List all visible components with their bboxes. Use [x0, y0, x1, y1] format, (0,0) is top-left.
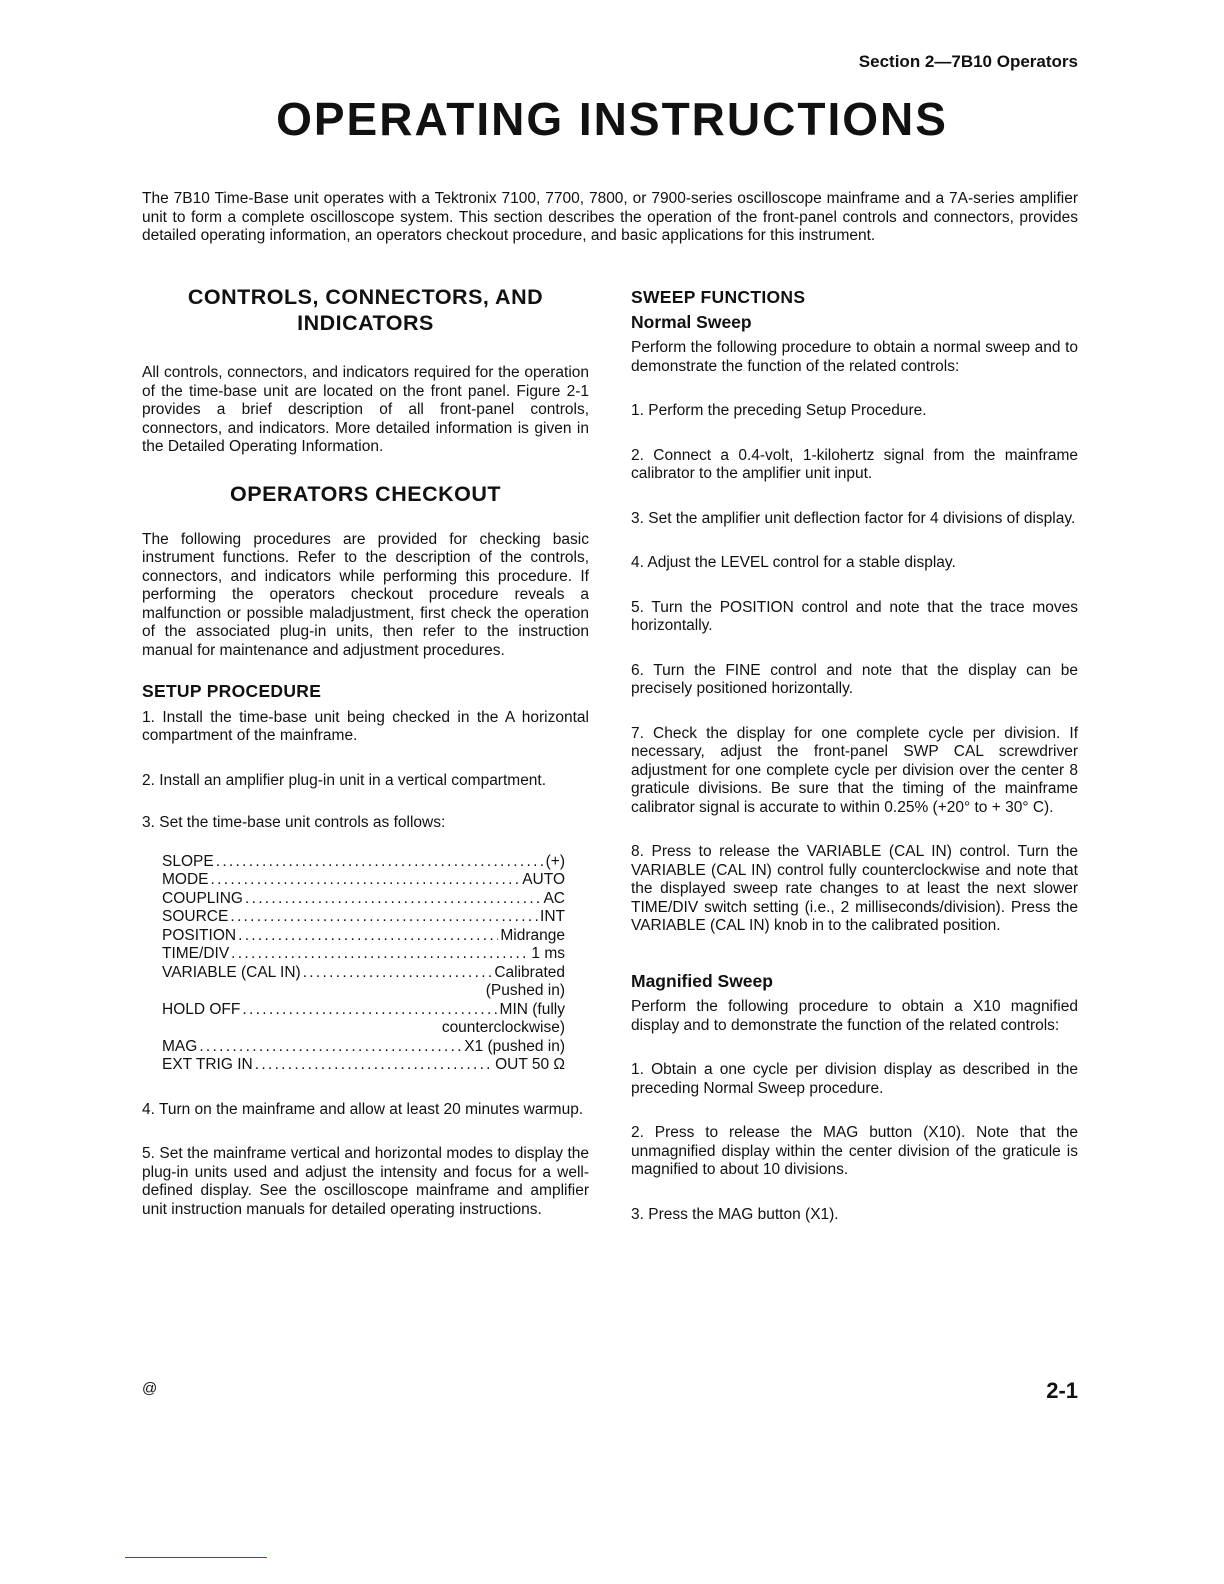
setting-value: MIN (fully [499, 1000, 565, 1018]
leader-dots [242, 1001, 497, 1020]
normal-sweep-intro: Perform the following procedure to obtain a normal sweep and to demonstrate the function of the related controls: [631, 339, 1078, 375]
setting-label: MODE [162, 871, 209, 888]
setting-row [162, 890, 565, 909]
setting-row [162, 927, 565, 946]
normal-step-7: 7. Check the display for one complete cycle per division. If necessary, adjust the front-panel SWP CAL screwdriver adjustment for one complete cycle per division over the center 8 graticule divisions. Be sure that the timing of the mainframe calibrator signal is accurate to within 0.25% (+20° to + 30° C). [631, 724, 1078, 816]
setting-row [162, 1056, 565, 1075]
setting-label: HOLD OFF [162, 1000, 241, 1018]
setting-label: POSITION [162, 926, 237, 944]
setup-step-4: 4. Turn on the mainframe and allow at least 20 minutes warmup. [142, 1100, 584, 1118]
setting-value: (+) [545, 852, 565, 870]
setting-row [162, 945, 565, 964]
controls-paragraph: All controls, connectors, and indicators required for the operation of the time-base unit are located on the front panel. Figure 2-1 provides a brief description of all front-panel controls, connectors, and indicators. More detailed information is given in the Detailed Operating Information. [142, 364, 589, 455]
controls-heading: CONTROLS, CONNECTORS, AND INDICATORS [187, 285, 544, 335]
magnified-sweep-heading: Magnified Sweep [631, 970, 773, 991]
normal-step-4: 4. Adjust the LEVEL control for a stable display. [631, 554, 956, 571]
normal-step-8: 8. Press to release the VARIABLE (CAL IN) control. Turn the VARIABLE (CAL IN) control fully counterclockwise and note that the displayed sweep rate changes to at least the next slower TIME/DIV switch setting (i.e., 2 milliseconds/division). Press the VARIABLE (CAL IN) knob in to the calibrated position. [631, 843, 1078, 934]
setting-value: Midrange [500, 926, 565, 944]
setting-label: MAG [162, 1037, 198, 1055]
page-title: OPERATING INSTRUCTIONS [276, 93, 948, 145]
leader-dots [238, 927, 498, 946]
control-settings-list [162, 853, 565, 1075]
right-column [631, 284, 1078, 1224]
setup-step-5: 5. Set the mainframe vertical and horizontal modes to display the plug-in units used and adjust the intensity and focus for a well-defined display. See the oscilloscope mainframe and amplifier unit instruction manuals for detailed operating instructions. [142, 1145, 589, 1218]
normal-step-3: 3. Set the amplifier unit deflection factor for 4 divisions of display. [631, 509, 1076, 527]
magnified-sweep-intro: Perform the following procedure to obtain a X10 magnified display and to demonstrate the function of the related controls: [631, 998, 1078, 1034]
setup-heading: SETUP PROCEDURE [142, 681, 322, 701]
setting-label: SOURCE [162, 908, 229, 925]
setting-value: AUTO [522, 871, 565, 888]
bottom-underline [125, 1557, 267, 1558]
setting-value: X1 (pushed in) [464, 1037, 565, 1055]
mag-step-1: 1. Obtain a one cycle per division display as described in the preceding Normal Sweep procedure. [631, 1061, 1078, 1097]
mag-step-2: 2. Press to release the MAG button (X10). Note that the unmagnified display within the center division of the graticule is magnified to about 10 divisions. [631, 1124, 1078, 1178]
setting-row [162, 871, 565, 890]
setting-value: AC [543, 889, 565, 907]
setting-label: EXT TRIG IN [162, 1056, 253, 1073]
setting-label: SLOPE [162, 852, 214, 870]
section-header: Section 2—7B10 Operators [858, 52, 1078, 71]
setting-row [162, 853, 565, 872]
leader-dots [230, 908, 538, 927]
setting-value: OUT 50 Ω [495, 1056, 565, 1073]
setting-value: Calibrated [494, 963, 565, 981]
leader-dots [231, 945, 529, 964]
setting-value-continued: (Pushed in) [485, 982, 565, 999]
mag-step-3: 3. Press the MAG button (X1). [631, 1205, 839, 1223]
normal-step-2: 2. Connect a 0.4-volt, 1-kilohertz signal from the mainframe calibrator to the amplifier unit input. [631, 446, 1078, 482]
setting-row [162, 1001, 565, 1020]
setting-value: 1 ms [531, 945, 565, 962]
setting-label: TIME/DIV [162, 945, 230, 962]
setting-row [162, 964, 565, 983]
leader-dots [255, 1056, 493, 1075]
setting-label: VARIABLE (CAL IN) [162, 963, 301, 981]
checkout-heading: OPERATORS CHECKOUT [230, 481, 501, 506]
setting-label: COUPLING [162, 889, 243, 907]
setting-row [162, 908, 565, 927]
leader-dots [303, 964, 493, 983]
leader-dots [199, 1038, 462, 1057]
footer-mark: @ [142, 1380, 158, 1397]
intro-paragraph: The 7B10 Time-Base unit operates with a Tektronix 7100, 7700, 7800, or 7900-series oscilloscope mainframe and a 7A-series amplifier unit to form a complete oscilloscope system. This section describes the operation of the front-panel controls and connectors, provides detailed operating information, an operators checkout procedure, and basic applications for this instrument. [142, 190, 1078, 244]
setting-value-continued: counterclockwise) [441, 1019, 565, 1036]
leader-dots [245, 890, 541, 909]
setting-value: INT [540, 908, 565, 925]
setup-step-3: 3. Set the time-base unit controls as follows: [142, 814, 446, 831]
setting-row [162, 1038, 565, 1057]
normal-sweep-heading: Normal Sweep [631, 311, 752, 332]
setup-step-1: 1. Install the time-base unit being checked in the A horizontal compartment of the mainframe. [142, 708, 589, 744]
checkout-paragraph: The following procedures are provided for checking basic instrument functions. Refer to the description of the controls, connectors, and indicators while performing this procedure. If performing the operators checkout procedure reveals a malfunction or possible maladjustment, first check the operation of the associated plug-in units, then refer to the instruction manual for maintenance and adjustment procedures. [142, 530, 589, 659]
setup-step-2: 2. Install an amplifier plug-in unit in a vertical compartment. [142, 771, 547, 789]
sweep-functions-heading: SWEEP FUNCTIONS [631, 287, 806, 307]
leader-dots [216, 853, 544, 872]
normal-step-6: 6. Turn the FINE control and note that the display can be precisely positioned horizontally. [631, 661, 1078, 697]
normal-step-5: 5. Turn the POSITION control and note that the trace moves horizontally. [631, 598, 1078, 634]
leader-dots [211, 871, 521, 890]
page-number: 2-1 [1046, 1378, 1078, 1403]
normal-step-1: 1. Perform the preceding Setup Procedure. [631, 402, 927, 419]
left-column [142, 284, 589, 1219]
